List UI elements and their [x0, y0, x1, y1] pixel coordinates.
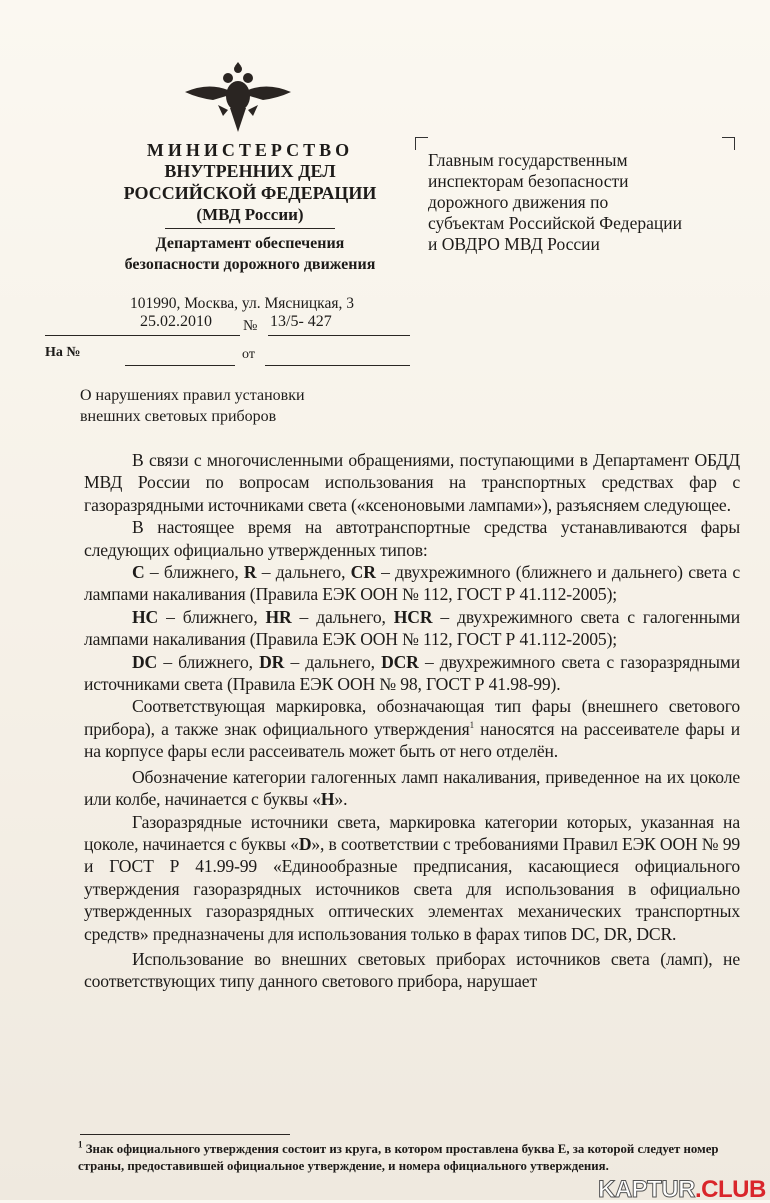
text-fragment: – ближнего,: [158, 606, 266, 627]
footnote-number: 1: [78, 1139, 83, 1150]
letter-body: [84, 449, 740, 993]
number-sign: №: [243, 318, 258, 334]
footnote-ref: 1: [469, 720, 474, 731]
subject-line1: О нарушениях правил установки: [80, 387, 305, 404]
letter-code: H: [320, 789, 335, 810]
department-name-line2: безопасности дорожного движения: [124, 256, 376, 273]
reply-from-label: от: [242, 347, 255, 362]
addressee-block: [428, 150, 748, 255]
ministry-title-line3: РОССИЙСКОЙ ФЕДЕРАЦИИ: [123, 183, 377, 203]
ministry-address: 101990, Москва, ул. Мясницкая, 3: [130, 295, 354, 312]
footnote-text: Знак официального утверждения состоит из круга, в котором проставлена буква Е, за которой следует номер страны, предоставившей официальное утверждение, и номера официального утверждения.: [78, 1142, 719, 1173]
addressee-line: субъектам Российской Федерации: [428, 213, 682, 233]
text-fragment: – ближнего,: [157, 651, 260, 672]
watermark-logo: [598, 1177, 766, 1203]
letter-subject: [80, 385, 305, 427]
type-code: DR: [259, 651, 285, 672]
type-code: DCR: [381, 651, 419, 672]
reply-reference-row: [45, 345, 415, 369]
type-code: HC: [132, 606, 159, 627]
type-code: CR: [350, 562, 376, 583]
text-fragment: Обозначение категории галогенных ламп накаливания, приведенное на их цоколе или колбе, начинается с буквы «: [84, 766, 740, 810]
paragraph-intro: В связи с многочисленными обращениями, поступающими в Департамент ОБДД МВД России по вопросам использования на транспортных средствах фар с газоразрядными источниками света («ксеноновыми лампами»), разъясняем следующее.: [84, 450, 740, 515]
watermark-part2: .CLUB: [695, 1176, 766, 1203]
text-fragment: – двухрежимного света с галогенными лампами накаливания (Правила ЕЭК ООН № 112, ГОСТ Р 41.112-2005);: [84, 606, 740, 650]
ministry-abbreviation: (МВД России): [196, 205, 304, 224]
text-fragment: – дальнего,: [291, 606, 394, 627]
paragraph-halogen: [84, 766, 740, 811]
addressee-corner-left: [415, 137, 428, 150]
watermark-part1: KAPTUR: [598, 1176, 695, 1203]
addressee-line: дорожного движения по: [428, 192, 609, 212]
type-code: R: [243, 562, 257, 583]
date-number-row: [45, 313, 415, 339]
paragraph-hc-hr-hcr: [84, 606, 740, 651]
text-fragment: Соответствующая маркировка, обозначающая тип фары (внешнего светового прибора), а также знак официального утверждения: [84, 696, 740, 739]
department-name-line1: Департамент обеспечения: [155, 235, 345, 252]
reply-date-blank: [265, 365, 410, 366]
paragraph-gas-discharge: [84, 811, 740, 945]
addressee-line: Главным государственным: [428, 150, 628, 170]
addressee-corner-right: [722, 137, 735, 150]
paragraph-dc-dr-dcr: [84, 651, 740, 696]
footnote: [78, 1141, 738, 1175]
paragraph-types-intro: В настоящее время на автотранспортные средства устанавливаются фары следующих официально утвержденных типов:: [84, 517, 740, 560]
text-fragment: – двухрежимного (ближнего и дальнего) света с лампами накаливания (Правила ЕЭК ООН № 112, ГОСТ Р 41.112-2005);: [84, 562, 740, 605]
double-headed-eagle-emblem: [183, 60, 293, 135]
text-fragment: », в соответствии с требованиями Правил ЕЭК ООН № 99 и ГОСТ Р 41.99-99 «Единообразные предписания, касающиеся официального утверждения газоразрядных источников света для использования в официально утвержденных газоразрядных оптических элементах механических транспортных средств» предназначены для использования только в фарах типов DC, DR, DCR.: [84, 833, 740, 944]
ministry-title-line2: ВНУТРЕННИХ ДЕЛ: [164, 161, 336, 181]
type-code: DC: [132, 651, 158, 672]
addressee-line: и ОВДРО МВД России: [428, 234, 600, 254]
reply-number-label: На №: [45, 345, 81, 360]
paragraph-c-r-cr: [84, 561, 740, 606]
document-date: 25.02.2010: [140, 313, 212, 330]
type-code: HCR: [393, 606, 433, 627]
subject-line2: внешних световых приборов: [80, 408, 277, 425]
ministry-title: МИНИСТЕРСТВО: [146, 140, 354, 160]
document-number: 13/5- 427: [270, 313, 332, 330]
text-fragment: – дальнего,: [284, 651, 382, 672]
paragraph-violation: Использование во внешних световых приборах источников света (ламп), не соответствующих типу данного светового прибора, нарушает: [84, 948, 740, 992]
addressee-line: инспекторам безопасности: [428, 171, 629, 191]
header-divider: [165, 228, 335, 229]
ministry-header: [100, 140, 400, 275]
paragraph-marking: [84, 695, 740, 762]
footnote-divider: [80, 1134, 290, 1135]
text-fragment: – дальнего,: [256, 562, 351, 583]
text-fragment: наносятся на рассеивателе фары и на корпусе фары если рассеиватель может быть от него отделён.: [84, 718, 740, 762]
text-fragment: – двухрежимного света с газоразрядными источниками света (Правила ЕЭК ООН № 98, ГОСТ Р 41.98-99).: [84, 651, 740, 695]
text-fragment: – ближнего,: [144, 562, 244, 583]
number-underline: [268, 335, 410, 336]
reply-number-blank: [125, 365, 235, 366]
type-code: C: [132, 562, 145, 583]
date-underline: [45, 335, 240, 336]
letter-code: D: [298, 833, 312, 854]
text-fragment: ».: [334, 789, 348, 810]
type-code: HR: [265, 606, 292, 627]
text-fragment: Газоразрядные источники света, маркировка категории которых, указанная на цоколе, начинается с буквы «: [84, 811, 740, 854]
